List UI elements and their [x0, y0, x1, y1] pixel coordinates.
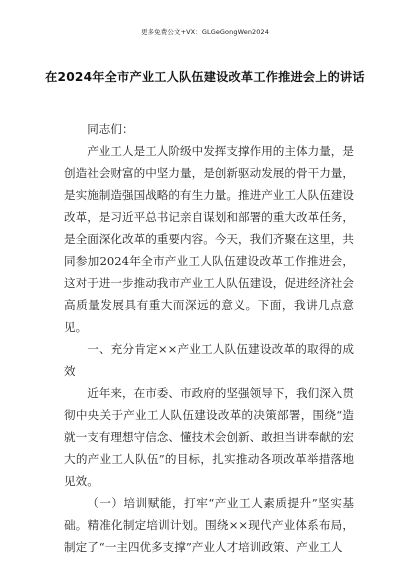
document-body: [64, 118, 354, 558]
document-title: 在2024年全市产业工人队伍建设改革工作推进会上的讲话: [45, 70, 365, 84]
body-paragraph: 近年来，在市委、市政府的坚强领导下，我们深入贯彻中央关于产业工人队伍建设改革的决策部署，围绕“造就一支有理想守信念、懂技术会创新、敢担当讲奉献的宏大的产业工人队伍”的目标，扎实推动各项改革举措落地见效。: [64, 386, 354, 488]
section-heading: 一、充分肯定××产业工人队伍建设改革的取得的成效: [64, 342, 354, 378]
body-paragraph: 产业工人是工人阶级中发挥支撑作用的主体力量，是创造社会财富的中坚力量，是创新驱动发展的骨干力量，是实施制造强国战略的有生力量。推进产业工人队伍建设改革，是习近平总书记亲自谋划和部署的重大改革任务，是全面深化改革的重要内容。今天，我们齐聚在这里，共同参加2024年全市产业工人队伍建设改革工作推进会，这对于进一步推动我市产业工人队伍建设，促进经济社会高质量发展具有重大而深远的意义。下面，我讲几点意见。: [64, 144, 354, 334]
salutation: 同志们：: [87, 122, 134, 136]
header-promo-note: 更多免费公文+VX：GLGeGongWen2024: [140, 28, 269, 36]
body-paragraph: （一）培训赋能，打牢“产业工人素质提升”坚实基础。精准化制定培训计划。围绕××现代产业体系布局，制定了“一主四优多支撑”产业人才培训政策、产业工人: [64, 496, 354, 554]
